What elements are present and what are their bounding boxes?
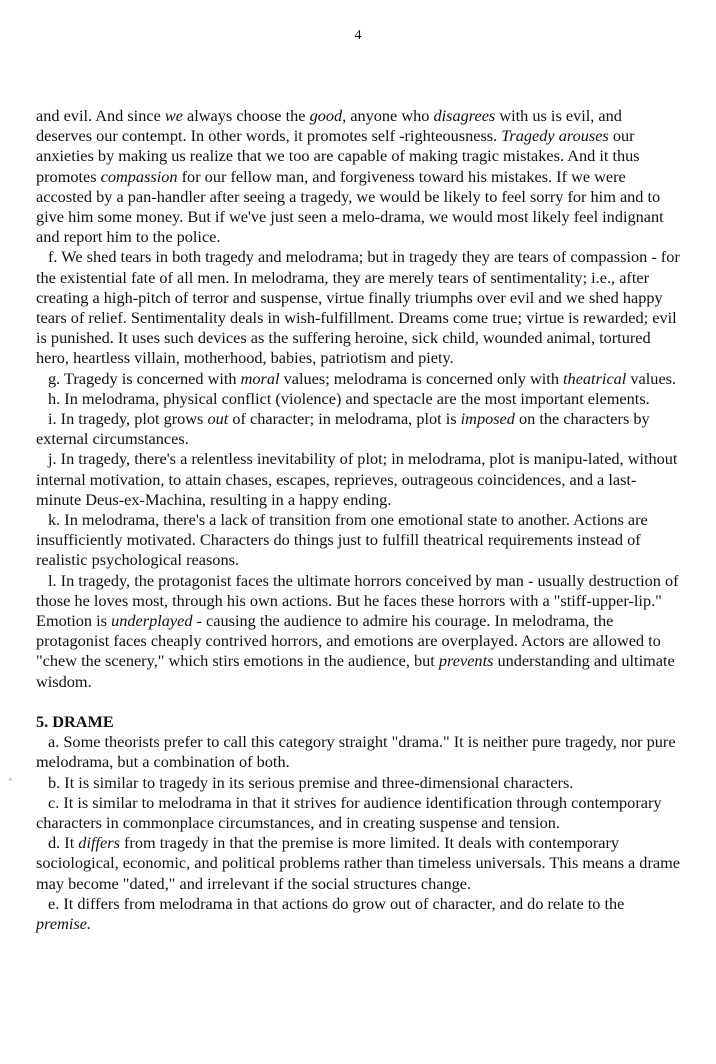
text-run: understanding and ultimate wisdom. (36, 651, 675, 691)
italic-text: disagrees (433, 106, 496, 125)
italic-text: theatrical (563, 368, 627, 388)
text-run: our anxieties by making us realize that we too are capable of making tragic mistakes. And it thus promotes (36, 126, 640, 186)
section-heading: 5. DRAME (36, 711, 114, 731)
text-run: with us is evil, and deserves our contempt. In other words, it promotes self -righteousness. (36, 106, 622, 146)
text-run: a. Some theorists prefer to call this category straight "drama." It is neither pure tragedy, nor pure melodrama, but a combination of both. (36, 732, 676, 772)
italic-text: compassion (100, 166, 178, 186)
text-run: anyone who (346, 106, 434, 125)
text-run: always choose the (182, 106, 310, 125)
main-paragraphs (36, 106, 681, 692)
paragraph-p-g (36, 369, 681, 389)
text-run: j. In tragedy, there's a relentless inevitability of plot; in melodrama, plot is manipu-lated, without internal motivation, to attain chases, escapes, reprieves, outrageous coincidences, and a last-minute Deus-ex-Machina, resulting in a happy ending. (36, 449, 678, 509)
text-run: l. In tragedy, the protagonist faces the ultimate horrors conceived by man - usually destruction of those he loves most, through his own actions. But he faces these horrors with a "stiff-upper-lip." Emotion is (36, 570, 679, 631)
paragraph-p-l (36, 571, 681, 692)
italic-text: imposed (460, 409, 515, 429)
paragraph-s5-a (36, 732, 681, 772)
text-run: h. In melodrama, physical conflict (violence) and spectacle are the most important elements. (48, 388, 650, 408)
paragraph-p-i (36, 409, 681, 449)
paragraph-p-k (36, 510, 681, 571)
italic-text: moral (240, 368, 280, 388)
text-run: and evil. And since (36, 106, 165, 125)
paragraph-p-cont (36, 106, 681, 247)
text-run: b. It is similar to tragedy in its serious premise and three-dimensional characters. (48, 772, 574, 792)
text-run: f. We shed tears in both tragedy and melodrama; but in tragedy they are tears of compassion - for the existential fate of all men. In melodrama, they are merely tears of sentimentality; i.e., after creating a high-pitch of terror and suspense, virtue finally triumphs over evil and we shed happy tears of relief. Sentimentality deals in wish-fulfillment. Dreams come true; virtue is rewarded; evil is punished. It uses such devices as the suffering heroine, sick child, wounded animal, tortured hero, heartless villain, motherhood, babies, patriotism and piety. (36, 247, 680, 368)
text-run: g. Tragedy is concerned with (48, 368, 241, 388)
body-text (36, 106, 681, 934)
paragraph-p-j (36, 449, 681, 510)
italic-text: Tragedy arouses (501, 126, 609, 146)
text-run: on the characters by external circumstances. (36, 409, 650, 449)
paragraph-s5-b (36, 773, 681, 793)
text-run: of character; in melodrama, plot is (228, 409, 461, 429)
text-run: c. It is similar to melodrama in that it strives for audience identification through contemporary characters in commonplace circumstances, and in creating suspense and tension. (36, 792, 662, 832)
text-run: k. In melodrama, there's a lack of transition from one emotional state to another. Actions are insufficiently motivated. Characters do things just to fulfill theatrical requirements instead of realistic psychological reasons. (36, 510, 648, 570)
italic-text: underplayed (111, 611, 193, 631)
section-paragraphs (36, 732, 681, 934)
paragraph-s5-e (36, 894, 681, 934)
paragraph-s5-d (36, 833, 681, 894)
text-run: d. It (48, 833, 79, 853)
margin-speck (9, 778, 12, 781)
italic-text: prevents (438, 651, 494, 671)
italic-text: we (164, 106, 183, 125)
text-run: - causing the audience to admire his courage. In melodrama, the protagonist faces cheaply contrived horrors, and emotions are overplayed. Actors are allowed to "chew the scenery," which stirs emotions in the audience, but (36, 611, 661, 671)
text-run: from tragedy in that the premise is more limited. It deals with contemporary sociological, economic, and political problems rather than timeless universals. This means a drame may become "dated," and irrelevant if the social structures change. (36, 833, 680, 893)
italic-text: out (207, 409, 229, 429)
italic-text: premise. (36, 913, 92, 933)
text-run: values; melodrama is concerned only with (279, 368, 564, 388)
italic-text: good, (309, 106, 347, 125)
text-run: e. It differs from melodrama in that actions do grow out of character, and do relate to the (48, 893, 625, 913)
italic-text: differs (78, 833, 120, 853)
text-run: for our fellow man, and forgiveness toward his mistakes. If we were accosted by a pan-handler after seeing a tragedy, we would be likely to feel sorry for him and to give him some money. But if we've just seen a melo-drama, we would most likely feel indignant and report him to the police. (36, 166, 664, 247)
paragraph-p-h (36, 389, 681, 409)
paragraph-s5-c (36, 793, 681, 833)
page-number: 4 (354, 28, 362, 43)
text-run: values. (626, 368, 677, 388)
paragraph-p-f (36, 247, 681, 368)
text-run: i. In tragedy, plot grows (48, 409, 208, 429)
